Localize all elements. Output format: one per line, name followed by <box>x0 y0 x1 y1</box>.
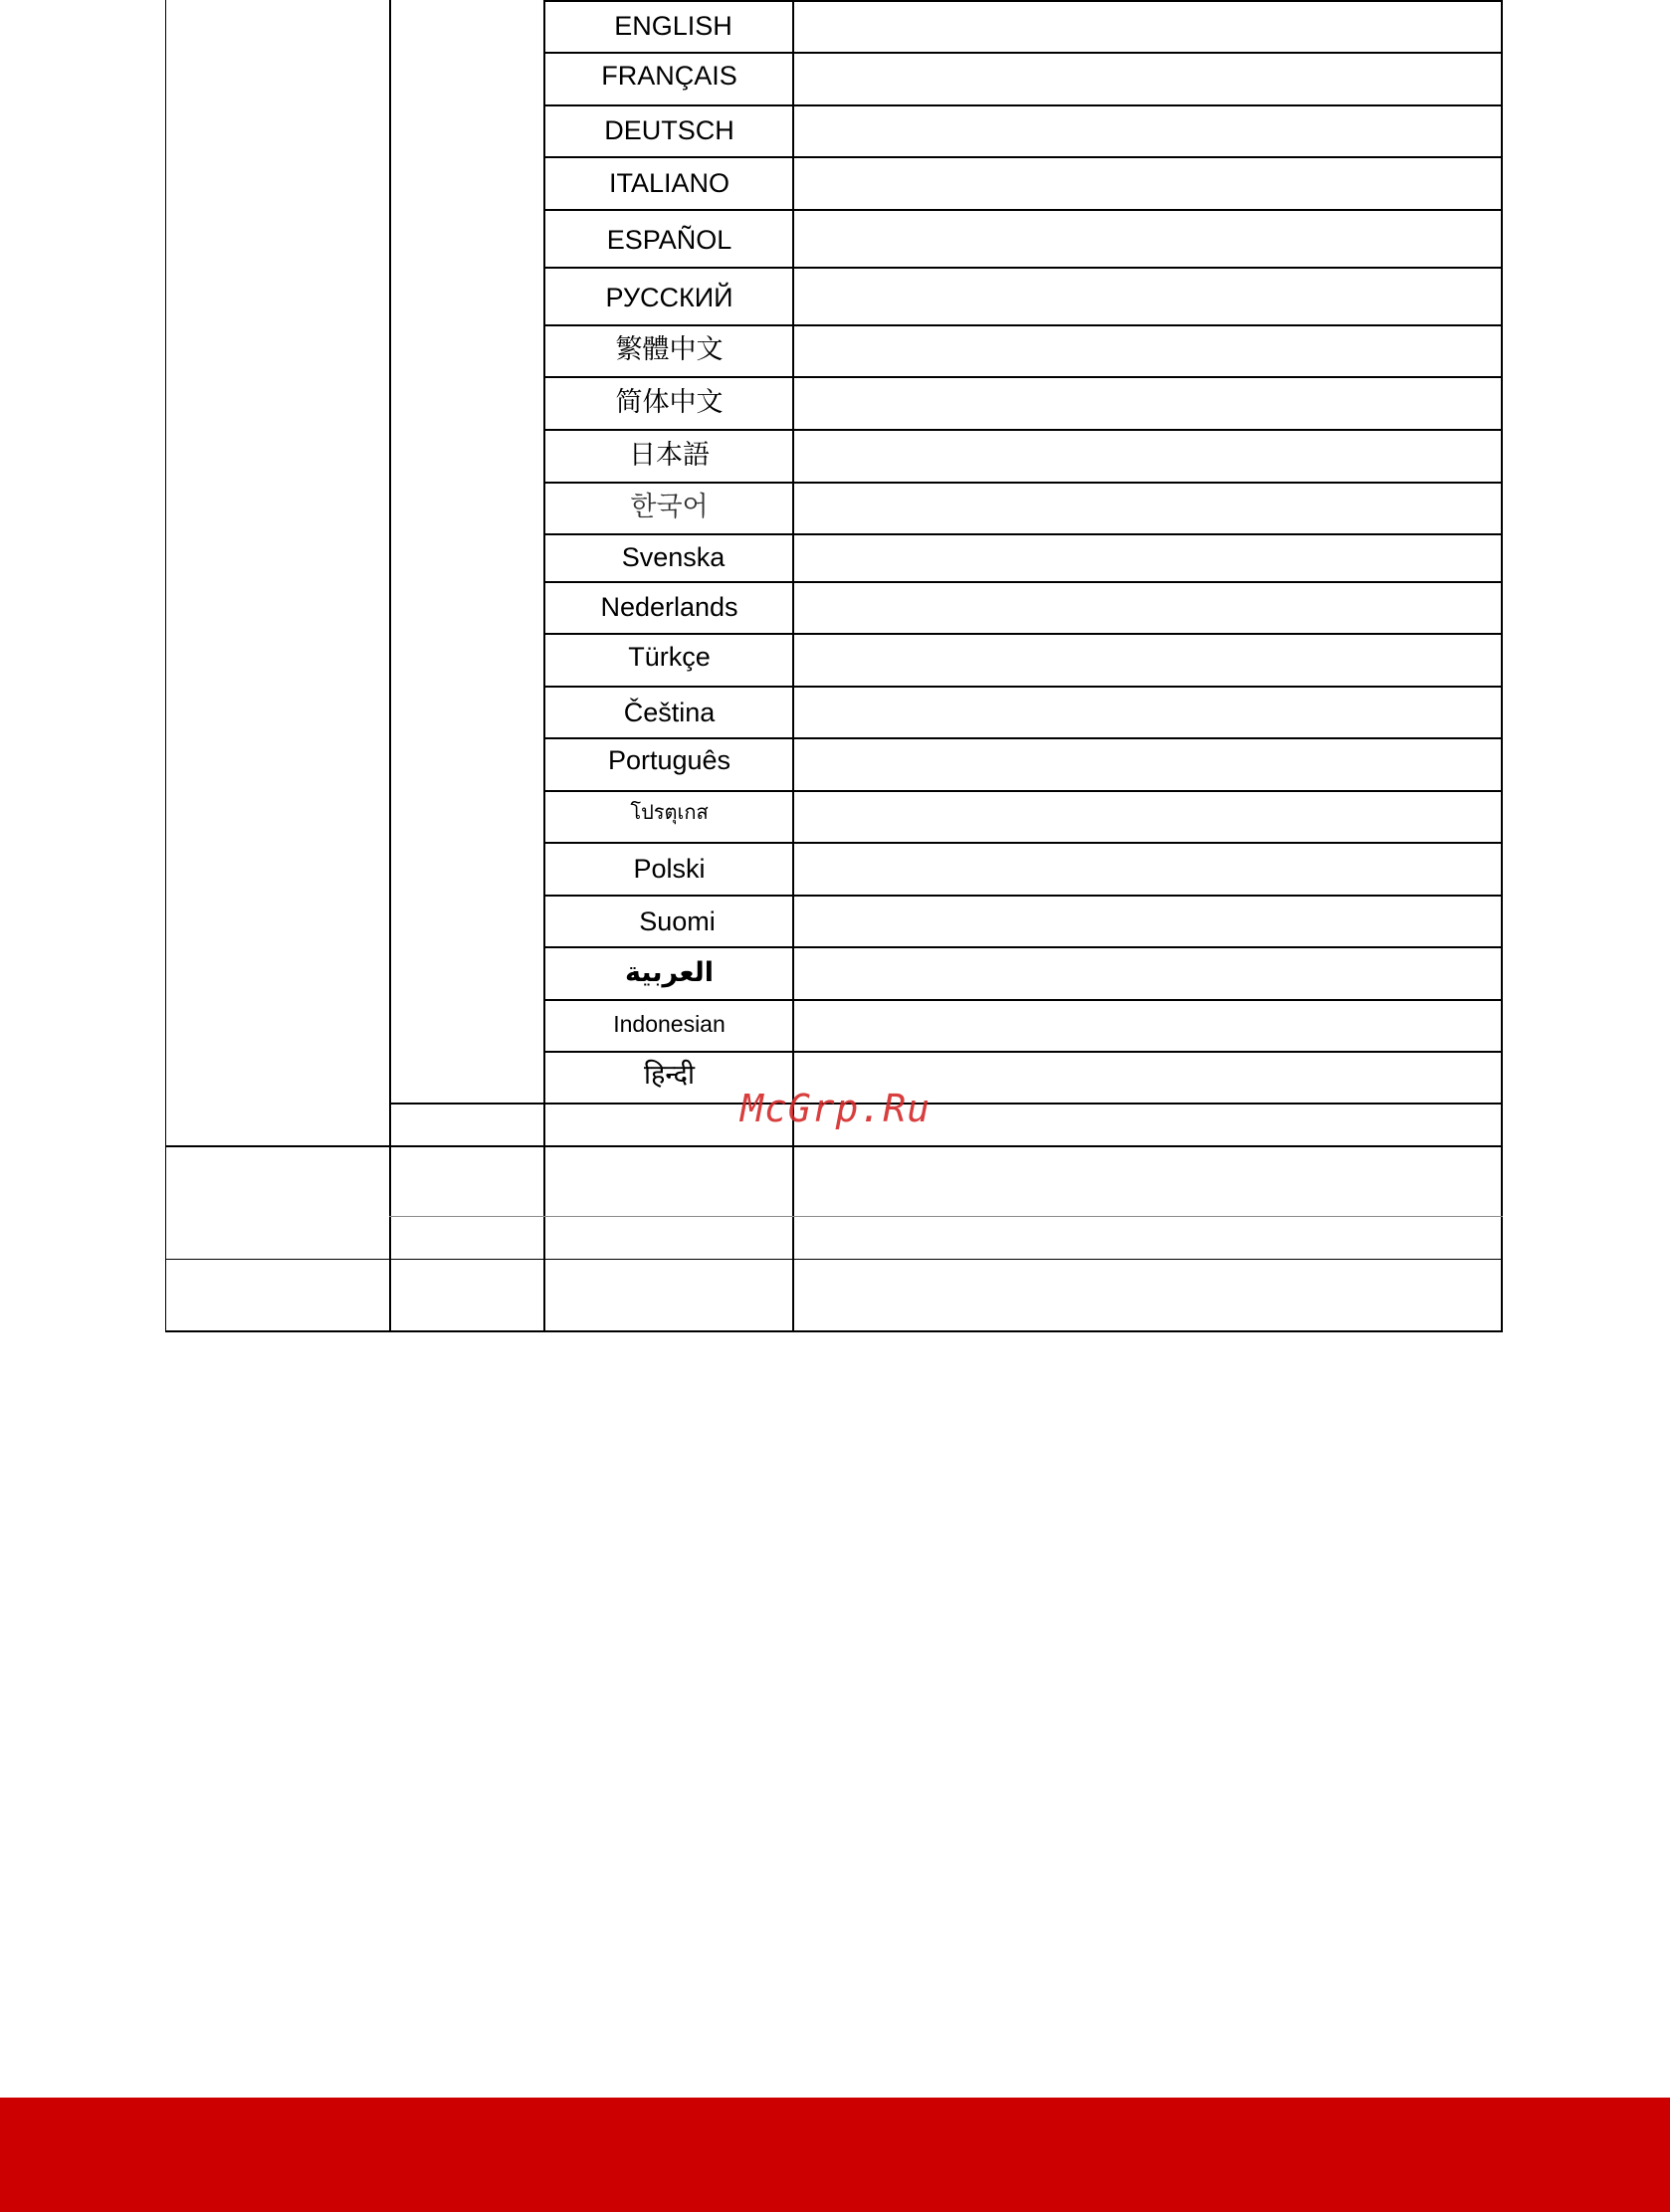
row-separator <box>543 842 1503 844</box>
language-option: हिन्दी <box>643 1060 695 1090</box>
row-separator <box>543 895 1503 897</box>
language-option: Nederlands <box>600 592 738 622</box>
language-option: РУССКИЙ <box>605 283 733 312</box>
language-option: Português <box>607 745 731 775</box>
row-separator <box>389 1103 1503 1105</box>
footer-band <box>0 2098 1670 2212</box>
language-option: Svenska <box>621 542 726 572</box>
table-border-bottom <box>165 1330 1503 1332</box>
language-option: 繁體中文 <box>615 334 724 364</box>
language-option: FRANÇAIS <box>601 61 737 91</box>
row-separator <box>543 267 1503 269</box>
language-option: ESPAÑOL <box>606 225 732 255</box>
language-option: ITALIANO <box>608 168 731 198</box>
language-option: 日本語 <box>629 440 710 470</box>
table-border-top <box>543 0 1503 2</box>
row-separator <box>543 533 1503 535</box>
language-option: Čeština <box>623 698 716 727</box>
row-separator <box>165 1259 1503 1260</box>
language-option: Suomi <box>639 906 716 936</box>
language-option: 한국어 <box>630 492 709 521</box>
language-option: Indonesian <box>613 1011 726 1037</box>
row-separator <box>543 209 1503 211</box>
row-separator <box>543 1051 1503 1053</box>
row-separator <box>543 104 1503 106</box>
table-border-left <box>165 0 166 1331</box>
table-divider-col1 <box>389 0 391 1331</box>
language-option: Polski <box>633 854 706 884</box>
row-separator <box>543 376 1503 378</box>
row-separator <box>543 686 1503 688</box>
row-separator <box>543 52 1503 54</box>
language-option: DEUTSCH <box>604 115 734 145</box>
row-separator <box>543 790 1503 792</box>
language-option: العربية <box>625 957 714 987</box>
language-option: Türkçe <box>628 642 711 672</box>
row-separator <box>543 581 1503 583</box>
row-separator <box>543 946 1503 948</box>
row-separator <box>543 324 1503 326</box>
table-border-right <box>1501 0 1503 1331</box>
row-separator <box>543 429 1503 431</box>
row-separator <box>543 999 1503 1001</box>
language-option: 简体中文 <box>615 387 724 417</box>
language-option: ENGLISH <box>614 11 732 41</box>
row-separator <box>543 737 1503 739</box>
row-separator <box>543 482 1503 484</box>
language-option: โปรตุเกส <box>630 802 709 824</box>
row-separator <box>389 1216 1503 1217</box>
row-separator <box>165 1145 1503 1147</box>
watermark-text: McGrp.Ru <box>740 1087 932 1130</box>
row-separator <box>543 156 1503 158</box>
row-separator <box>543 633 1503 635</box>
